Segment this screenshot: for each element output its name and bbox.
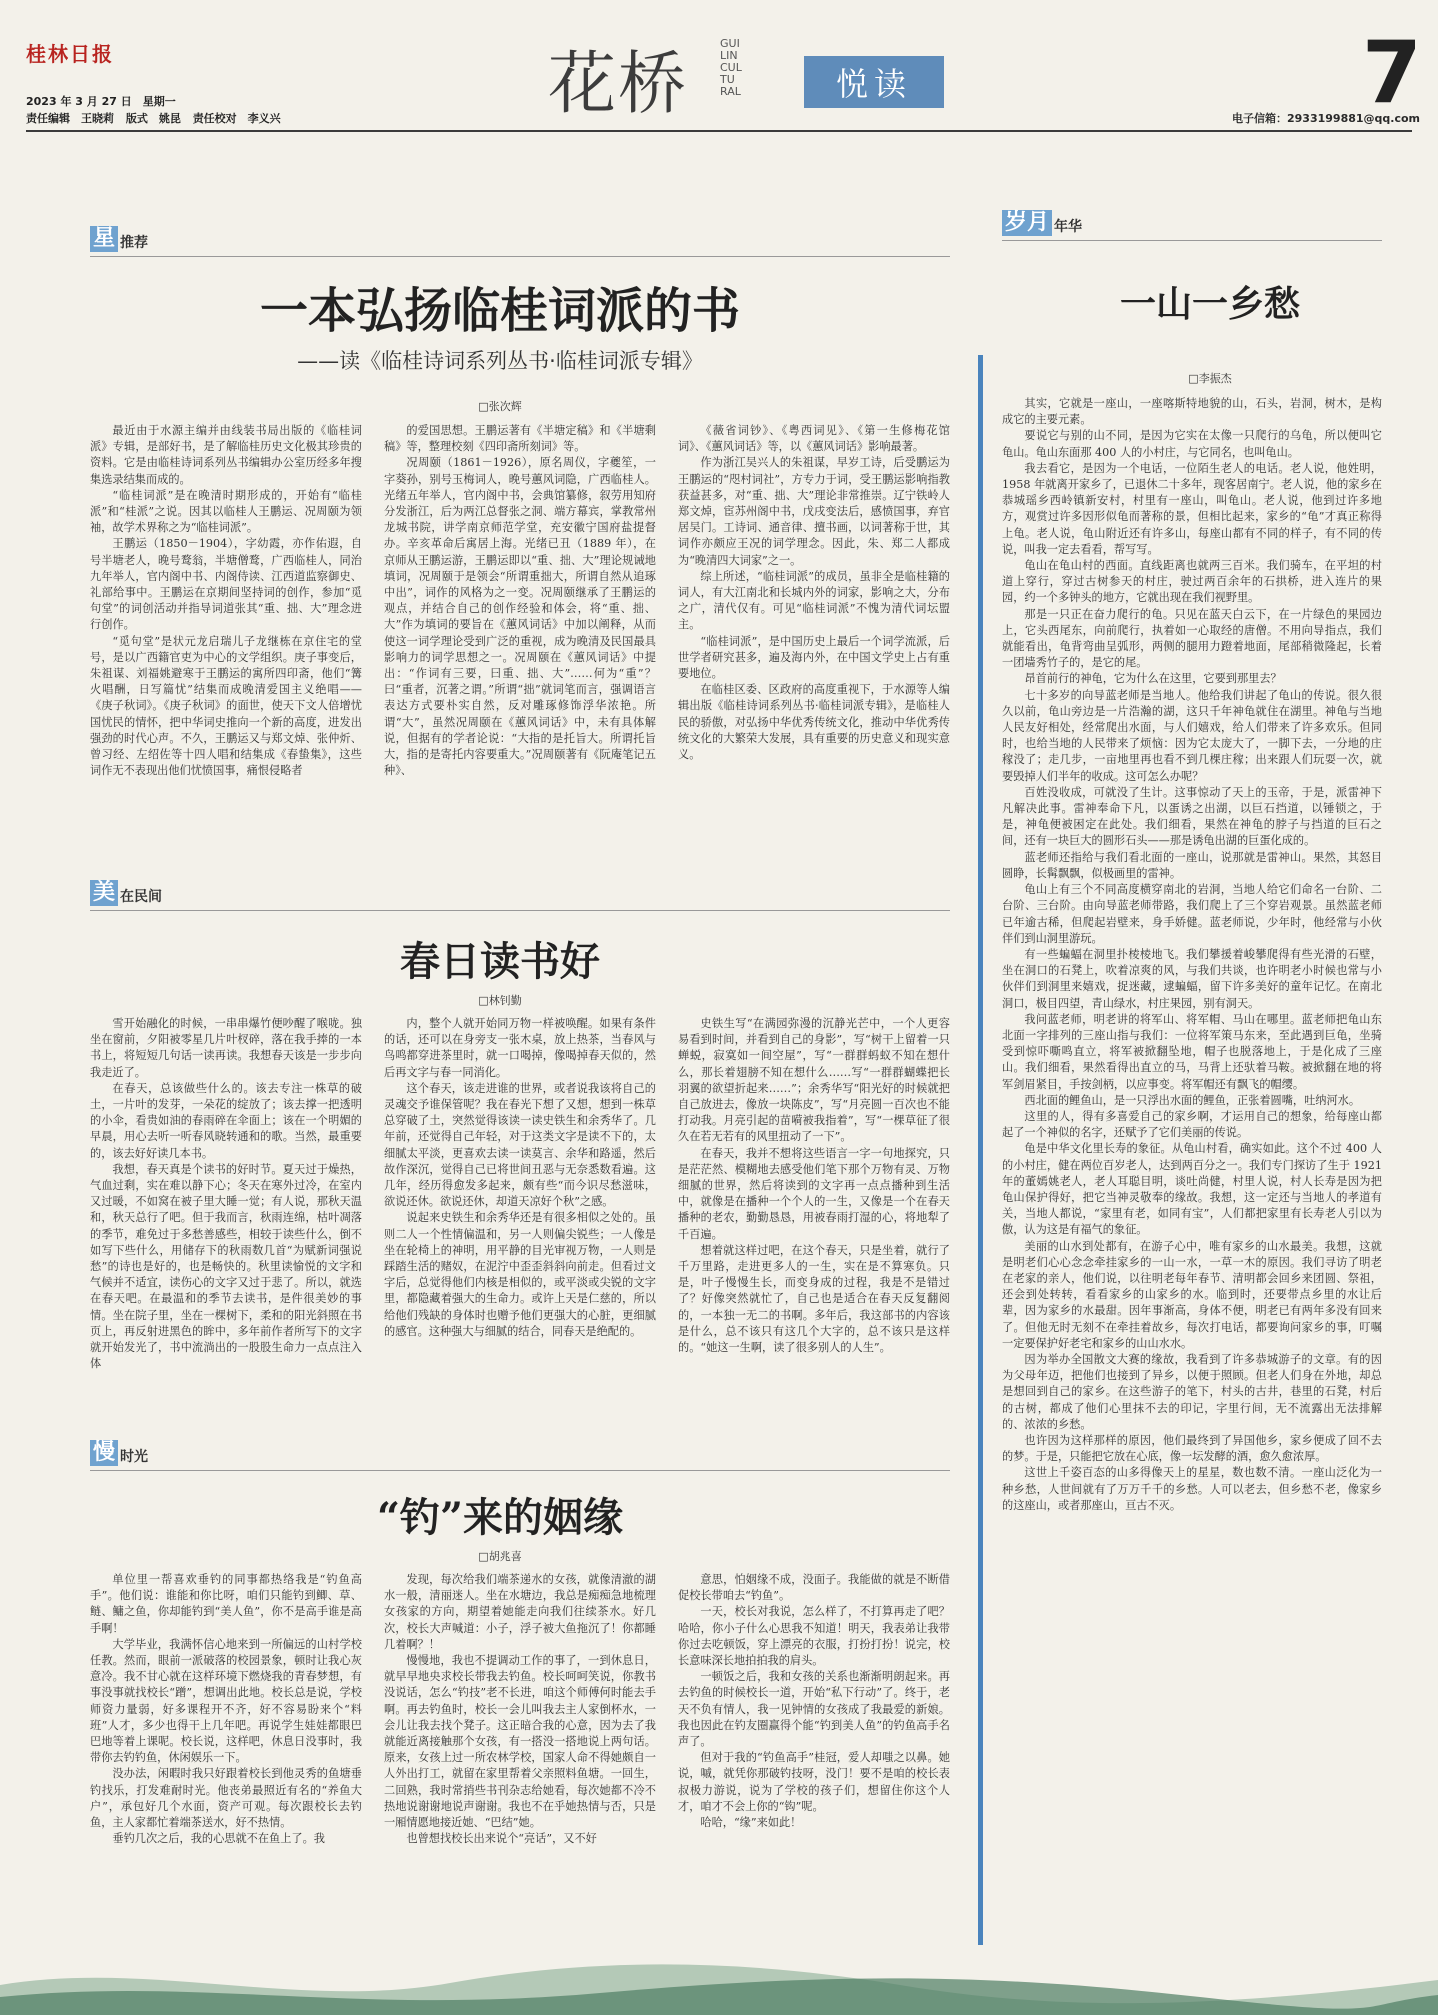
editor: 责任编辑 王晓莉	[26, 112, 114, 125]
column-title-en: GUILIN CULTURAL	[720, 37, 742, 98]
newspaper-logo: 桂林日报	[26, 42, 114, 66]
contact-email: 电子信箱：2933199881@qq.com	[1232, 112, 1421, 125]
paragraph: 综上所述，“临桂词派”的成员，虽非全是临桂籍的词人，有大江南北和长城内外的词家，影响之大，分布之广，清代仅有。可见“临桂词派”不愧为清代词坛盟主。	[678, 569, 950, 632]
article-title: “钓”来的姻缘	[376, 1494, 623, 1541]
paragraph: 因为举办全国散文大赛的缘故，我看到了许多恭城游子的文章。有的因为父母年迈，把他们也接到了异乡，以便于照顾。但老人们身在外地，却总是想回到自己的家乡。在这些游子的笔下，村头的古井，巷里的石凳，村后的古树，都成了他们心里抹不去的印记，字里行间，无不流露出无法排解的、浓浓的乡愁。	[1002, 1352, 1382, 1431]
section-label-char: 岁月	[1002, 210, 1052, 236]
section-label-mei	[90, 880, 162, 906]
paragraph: 其实，它就是一座山，一座喀斯特地貌的山，石头，岩洞，树木，是构成它的主要元素。	[1002, 397, 1382, 427]
paragraph: 单位里一帮喜欢垂钓的同事都热络我是“钓鱼高手”。他们说：谁能和你比呀，咱们只能钓到鲫、草、鲢、鳙之鱼，你却能钓到“美人鱼”，你不是高手谁是高手啊！	[90, 1573, 362, 1635]
section-rule	[90, 256, 950, 257]
paragraph: 没办法，闲暇时我只好跟着校长到他灵秀的鱼塘垂钓找乐，打发难耐时光。他丧弟最照近有名的“养鱼大户”，承包好几个水面，资产可观。每次跟校长去钓鱼，主人家都忙着端茶送水，好不热情。	[90, 1767, 362, 1830]
article-author: □李振杰	[1188, 372, 1232, 385]
article-column	[678, 1016, 950, 1430]
paragraph: 这个春天，该走进谁的世界，或者说我该将自己的灵魂交予谁保管呢？我在春光下想了又想，想到一株草总穿破了土，突然觉得该读一读史铁生和余秀华了。几年前，还觉得自己年轻，对于这类文字是读不下的，太细腻太平淡，更喜欢去读一读莫言、余华和路遥，然后故作深沉，觉得自己已将世间丑恶与无奈悉数看遍。这几年，经历得愈发多起来，颇有些“而今识尽愁滋味，欲说还休。欲说还休，却道天凉好个秋”之感。	[384, 1081, 656, 1209]
column-divider	[978, 355, 983, 1945]
paragraph: 有一些蝙蝠在洞里扑棱棱地飞。我们攀援着峻攀爬得有些光滑的石壁，坐在洞口的石凳上，吹着凉爽的风，与我们共谈，也许明老小时候也常与小伙伴们到洞里来嬉戏，捉迷藏，逮蝙蝠，留下许多美好的童年记忆。在南北洞口，极目四望，青山绿水，村庄果园，别有洞天。	[1002, 947, 1382, 1010]
paragraph: 在春天，总该做些什么的。该去专注一株草的破土，一片叶的发芽，一朵花的绽放了；该去撑一把透明的小伞，看贵如油的春雨碎在伞面上；该在一个明媚的早晨，用心去听一听春风晓转通和的歌。当然，最重要的，该去好好读几本书。	[90, 1081, 362, 1160]
paragraph: “觅句堂”是状元龙启瑞儿子龙继栋在京住宅的堂号，是以广西籍官吏为中心的文学组织。庚子事变后，朱祖谋、刘福姚避寒于王鹏运的寓所四印斋，他们“篝火唱酬，日写篇忧”结集而成晚清爱国主义绝唱——《庚子秋词》。《庚子秋词》的面世，使天下文人倍增忧国忧民的情怀，把中华词史推向一个新的高度，进发出强劲的时代心声。不久，王鹏运又与郑文焯、张仲炘、曾习经、左绍佐等十四人唱和结集成《春蛰集》，这些词作无不表现出他们忧愤国事，痛恨侵略者	[90, 634, 362, 778]
article-column	[384, 423, 656, 823]
article-body	[90, 1016, 950, 1430]
paragraph: 况周颐（1861－1926），原名周仪，字夔笙，一字葵孙，别号玉梅词人，晚号蕙风词隐，广西临桂人。光绪五年举人，官内阁中书，会典馆纂修，叙劳用知府分发浙江，后为两江总督张之洞、端方幕宾，掌教常州龙城书院，讲学南京师范学堂，充安徽宁国府盐提督办。辛亥革命后寓居上海。光绪已丑（1889 年），在京师从王鹏运游，王鹏运即以“重、拙、大”理论规诫地填词，况周颐于是领会“所谓重拙大，所谓自然从追琢中出”，词作的风格为之一变。况周颐继承了王鹏运的观点，并结合自己的创作经验和体会，将“重、拙、大”作为填词的要旨在《蕙风词话》中加以阐释，从而使这一词学理论受到广泛的重视，成为晚清及民国最具影响力的词学思想之一。况周颐在《蕙风词话》中提出：“作词有三要，曰重、拙、大”……何为“重”？曰“重者，沉著之谓。”所谓“拙”就词笔而言，强调语言表达方式要朴实自然，反对雕琢修饰浮华浓艳。所谓“大”，虽然况周颐在《蕙风词话》中，未有具体解说，但据有的学者论说：“大指的是托旨大。所谓托旨大，指的是寄托内容要重大。”况周颐著有《阮庵笔记五种》、	[384, 456, 656, 778]
article-title: 一本弘扬临桂词派的书	[259, 283, 740, 339]
article-subtitle: ——读《临桂诗词系列丛书·临桂词派专辑》	[297, 349, 703, 373]
paragraph: 龟是中华文化里长寿的象征。从龟山村看，确实如此。这个不过 400 人的小村庄，健在两位百岁老人，达到两百分之一。我们专门探访了生于 1921 年的董嫣姚老人，老人耳聪目明，谈吐尚健，村里人说，村人长寿是因为把龟山保护得好，把它当神灵敬奉的缘故。我想，这一定还与当地人的孝道有关，当地人都说，“家里有老，如同有宝”，人们都把家里有长寿老人引以为傲，认为这是有福气的象征。	[1002, 1142, 1382, 1237]
decorative-wave-illustration	[0, 1955, 1438, 2015]
paragraph: 在春天，我并不想将这些语言一字一句地探究，只是茫茫然、模糊地去感受他们笔下那个万物有灵、万物细腻的世界，然后将读到的文字再一点点播种到生活中，就像是在播种一个个人的一生，又像是一个在春天播种的老农，勤勤恳恳，用被春雨打湿的心，将地犁了千百遍。	[678, 1146, 950, 1241]
paragraph: “临桂词派”，是中国历史上最后一个词学流派，后世学者研究甚多，遍及海内外，在中国文学史上占有重要地位。	[678, 634, 950, 681]
article-title: 春日读书好	[400, 938, 600, 985]
page-number: 7	[1362, 23, 1422, 123]
paragraph: 蓝老师还指给与我们看北面的一座山，说那就是雷神山。果然，其怒目圆睁，长髯飘飘，似极画里的雷神。	[1002, 850, 1382, 880]
section-label-char: 美	[90, 880, 118, 906]
paragraph: 发现，每次给我们端茶递水的女孩，就像清澈的湖水一般，清丽迷人。坐在水塘边，我总是痴痴急地梳理女孩家的方向，期望着她能走向我们往续茶水。好几次，校长大声喊道：小子，浮子被大鱼拖沉了！你都睡几着啊？！	[384, 1573, 656, 1651]
paragraph: 也曾想找校长出来说个“亮话”，又不好	[406, 1832, 597, 1846]
paragraph: 要说它与别的山不同，是因为它实在太像一只爬行的乌龟，所以便叫它龟山。龟山东面那 400 人的小村庄，与它同名，也叫龟山。	[1002, 429, 1382, 459]
section-rule	[1002, 240, 1382, 241]
article-column	[678, 423, 950, 823]
article-column	[678, 1572, 950, 1952]
paragraph: 想着就这样过吧，在这个春天，只是坐着，就行了千万里路，走进更多人的一生，实在是不算寒负。只是，叶子慢慢生长，而变身成的过程，我是不是错过了？好像突然就忙了，自己也是适合在春天反复翻阅的，一本独一无二的书啊。多年后，我这部书的内容该是什么，总不该只有这几个大字的，总不该只是这样的。“她这一生啊，读了很多别人的人生”。	[678, 1243, 950, 1355]
proofreader: 责任校对 李义兴	[192, 112, 281, 125]
paragraph: 《薇省词钞》、《粤西词见》、《第一生修梅花馆词》、《蕙风词话》等，以《蕙风词话》影响最著。	[678, 424, 950, 454]
paragraph: 内，整个人就开始同万物一样被唤醒。如果有条件的话，还可以在身旁支一张木桌，放上热茶，当春风与鸟鸣都穿进茶里时，就一口喝掉，像喝掉春天似的，然后再文字与春一同消化。	[384, 1017, 656, 1079]
paragraph: 最近由于水源主编并由线装书局出版的《临桂词派》专辑，是部好书，是了解临桂历史文化极其珍贵的资料。它是由临桂诗词系列丛书编辑办公室历经多年搜集选录结集而成的。	[90, 424, 362, 486]
section-label-text: 时光	[120, 1449, 149, 1465]
article-author: □张次辉	[478, 400, 522, 413]
paragraph: 西北面的鲤鱼山，是一只浮出水面的鲤鱼，正张着圆嘴，吐纳河水。	[1024, 1093, 1361, 1107]
paragraph: 王鹏运（1850－1904），字幼霞，亦作佑遐，自号半塘老人，晚号鹜翁，半塘僧鹜，广西临桂人，同治九年举人，官内阁中书、内阁侍读、江西道监察御史、礼部给事中。王鹏运在京期间坚持词的创作，参加“觅句堂”的词创活动并指导词道张其“重、拙、大”理念进行创作。	[90, 537, 362, 632]
article-body	[90, 423, 950, 823]
section-tab: 悦读	[804, 56, 944, 108]
paragraph: 一天，校长对我说，怎么样了，不打算再走了吧？哈哈，你小子什么心思我不知道！明天，我表弟让我带你过去吃顿饭，穿上漂亮的衣服，打扮打扮！说完，校长意味深长地拍拍我的肩头。	[678, 1605, 950, 1668]
section-label-char: 慢	[90, 1440, 118, 1466]
paragraph: 龟山在龟山村的西面。直线距离也就两三百米。我们骑车，在平坦的村道上穿行，穿过古树参天的村庄，驶过两百余年的石拱桥，进入连片的果园，约一个多钟头的地方，它就出现在我们视野里。	[1002, 559, 1382, 605]
paragraph: 昂首前行的神龟，它为什么在这里，它要到那里去？	[1024, 672, 1282, 686]
article-column	[384, 1572, 656, 1952]
paragraph: 但对于我的“钓鱼高手”桂冠，爱人却嗤之以鼻。她说，嘁，就凭你那破钓技呀，没门！要不是咱的校长表叔极力游说，说为了学校的孩子们，想留住你这个人才，咱才不会上你的“钩”呢。	[678, 1751, 950, 1813]
paragraph: 我想，春天真是个读书的好时节。夏天过于燥热，气血过剩，实在难以静下心；冬天在寒外过冷，在室内又过暖，不如窝在被子里大睡一觉；有人说，那秋天温和，秋天总行了吧。但于我而言，秋雨连绵，枯叶凋落的季节，难免过于多愁善感些，相较于读些什么，倒不如写下些什么，用储存下的秋雨数几首“为赋新词强说愁”的诗也是好的，也是畅快的。秋里读愉悦的文字和气候并不适宜，读伤心的文字又过于悲了。所以，就选在春天吧。在最温和的季节去读书，是件很美妙的事情。坐在院子里，坐在一棵树下，柔和的阳光斜照在书页上，再反射进黑色的眸中，多年前作者所写下的文字就开始发光了，书中流淌出的一股股生命力一点点注入体	[90, 1162, 362, 1371]
paragraph: 也许因为这样那样的原因，他们最终到了异国他乡，家乡便成了回不去的梦。于是，只能把它放在心底，像一坛发酵的酒，愈久愈浓厚。	[1002, 1434, 1382, 1464]
paragraph: 美丽的山水到处都有，在游子心中，唯有家乡的山水最美。我想，这就是明老们心心念念牵挂家乡的一山一水，一草一木的原因。我们寻访了明老在老家的亲人，他们说，以往明老每年春节、清明都会回乡来团圆、祭祖，还会到处转转，看看家乡的山家乡的水。临到时，还要带点乡里的水让后辈，因为家乡的水最甜。因年事渐高，身体不便，明老已有两年多没有回来了。但他无时无刻不在牵挂着故乡，每次打电话，都要询问家乡的事，叮嘱一定要保护好老宅和家乡的山山水水。	[1002, 1239, 1382, 1350]
paragraph: 雪开始融化的时候，一串串爆竹便吵醒了喉咙。独坐在窗前，夕阳被零星几片叶杈碎，落在我手捧的一本书上，将短短几句话一读再读。我想春天该是一步步向我走近了。	[90, 1017, 362, 1079]
paragraph: 大学毕业，我满怀信心地来到一所偏远的山村学校任教。然而，眼前一派破落的校园景象，顿时让我心灰意冷。我不甘心就在这样环境下燃烧我的青春梦想，有事没事就找校长“蹭”，想调出此地。校长总是说，学校师资力量弱，好多课程开不齐，好不容易盼来个“料班”人才，多少也得干上几年吧。再说学生娃娃都眼巴巴地等着上课呢。校长说，这样吧，休息日没事时，我带你去钓钓鱼，休闲娱乐一下。	[90, 1637, 362, 1765]
section-label-sui	[1002, 210, 1082, 236]
paragraph: 慢慢地，我也不提调动工作的事了，一到休息日，就早早地央求校长带我去钓鱼。校长呵呵笑说，你教书没说话，怎么“钓技”老不长进，咱这个师傅何时能去手啊。再去钓鱼时，校长一会儿叫我去主人家倒杯水，一会儿让我去找个凳子。这正暗合我的心意，因为去了我就能近离接触那个女孩，有一搭没一搭地说上两句话。原来，女孩上过一所农林学校，国家人命不得她颇自一人外出打工，就留在家里帮着父亲照料鱼塘。一回生，二回熟，我时常捎些书刊杂志给她看，每次她都不冷不热地说谢谢地说声谢谢。我也不在乎她热情与否，只是一厢情愿地接近她、“巴结”她。	[384, 1654, 656, 1830]
article-column	[90, 423, 362, 823]
header-rule	[26, 130, 1412, 132]
paragraph: 在临桂区委、区政府的高度重视下，于水源等人编辑出版《临桂诗词系列丛书·临桂词派专辑》，是临桂人民的骄傲，对弘扬中华优秀传统文化，推动中华优秀传统文化的大繁荣大发展，具有重要的历史意义和现实意义。	[678, 683, 950, 762]
paragraph: 史铁生写“在满园弥漫的沉静光芒中，一个人更容易看到时间，并看到自己的身影”，写“树干上留着一只蝉蜕，寂寞如一间空屋”，写“一群群蚂蚁不知在想什么，那长着翅膀不知在想什么……写“一群群蝴蝶把长羽翼的欲望折起来……”；余秀华写“阳光好的时候就把自己放进去，像放一块陈皮”，写“月亮圆一百次也不能打动我。月亮引起的苗嗬被我指着”，写“一棵草征了很久在若无若有的风里扭动了一下”。	[678, 1017, 950, 1144]
paragraph: 作为浙江吴兴人的朱祖谋，早岁工诗，后受鹏运为王鹏运的“咫村词社”，方专力于词，受王鹏运影响指教获益甚多，对“重、拙、大”理论非常推崇。辽宁铁岭人郑文焯，宦苏州阁中书，戊戌变法后，感愤国事，弃官居吴门。工诗词、通音律、擅书画，以词著称于世，其词作亦颇应王况的词学理念。因此，朱、郑二人都成为“晚清四大词家”之一。	[678, 456, 950, 567]
section-label-char: 星	[90, 226, 118, 252]
section-label-text: 年华	[1054, 219, 1083, 235]
paragraph: 这世上千姿百态的山多得像天上的星星，数也数不清。一座山泛化为一种乡愁，人世间就有了万万千千的乡愁。人可以老去，但乡愁不老，像家乡的这座山，或者那座山，亘古不灭。	[1002, 1466, 1382, 1512]
section-rule	[90, 910, 950, 911]
editors-line	[26, 110, 289, 127]
layout-editor: 版式 姚昆	[125, 112, 181, 125]
section-rule	[90, 1470, 950, 1471]
column-title: 花桥	[548, 45, 689, 124]
paragraph: 意思，怕姻缘不成，没面子。我能做的就是不断借促校长带咱去“钓鱼”。	[678, 1573, 950, 1603]
paragraph: 哈哈，“缘”来如此！	[700, 1816, 802, 1830]
issue-date: 2023 年 3 月 27 日 星期一	[26, 95, 176, 108]
paragraph: 我问蓝老师，明老讲的将军山、将军帽、马山在哪里。蓝老师把龟山东北面一字排列的三座山指与我们：一位将军策马东来，至此遇到巨龟，坐骑受到惊吓嘶鸣直立，将军被掀翻坠地，帽子也脱落地上，于是化成了三座山。我们细看，果然看得出直立的马，马背上还驮着马鞍。被掀翻在地的将军剑眉紧目，手按剑柄，以应事变。将军帽还有飘飞的帽缨。	[1002, 1012, 1382, 1091]
article-author: □胡兆喜	[478, 1550, 522, 1563]
paragraph: 龟山上有三个不同高度横穿南北的岩洞，当地人给它们命名一台阶、二台阶、三台阶。由向导蓝老师带路，我们爬上了三个穿岩观景。虽然蓝老师已年逾古稀，但爬起岩壁来，身手娇健。蓝老师说，少年时，他经常与小伙伴们到山洞里游玩。	[1002, 883, 1382, 945]
paragraph: 那是一只正在奋力爬行的龟。只见在蓝天白云下，在一片绿色的果园边上，它头西尾东，向前爬行，执着如一心取经的唐僧。不用向导指点，我们就能看出，龟背弯曲呈弧形，两侧的腿用力蹬着地面，尾部稍微隆起，长着一团墙秀竹子的，是它的尾。	[1002, 607, 1382, 670]
paragraph: 的爱国思想。王鹏运著有《半塘定稿》和《半塘剩稿》等，整理校刻《四印斋所刻词》等。	[384, 424, 656, 454]
paragraph: 这里的人，得有多喜爱自己的家乡啊，才运用自己的想象，给每座山都起了一个神似的名字，还赋予了它们美丽的传说。	[1002, 1109, 1382, 1140]
paragraph: 我去看它，是因为一个电话，一位陌生老人的电话。老人说，他姓明，1958 年就离开家乡了，已退休二十多年，现客居南宁。老人说，他的家乡在恭城瑶乡西岭镇新安村，村里有一座山，叫龟山。老人说，他到过许多地方，观赏过许多因形似龟而著称的景，但相比起来，家乡的“龟”才真正称得上龟。老人说，龟山附近还有许多山，每座山都有不同的样子，有不同的传说，叫我一定去看看，帮写写。	[1002, 461, 1382, 556]
section-label-xing	[90, 226, 148, 252]
paragraph: 说起来史铁生和余秀华还是有很多相似之处的。虽则二人一个性情偏温和，另一人则偏尖锐些；一人像是坐在轮椅上的神明，用平静的目光审视万物，一人则是踩踏生活的赌奴，在泥泞中歪歪斜斜向前走。但看过文字后，总觉得他们内核是相似的，或平淡或尖锐的文字里，都隐藏着强大的生命力。或许上天是仁慈的，所以给他们残缺的身体时也赠予他们更强大的心脏，更细腻的感官。这种强大与细腻的结合，同春天是绝配的。	[384, 1211, 656, 1338]
paragraph: 七十多岁的向导蓝老师是当地人。他给我们讲起了龟山的传说。很久很久以前，龟山旁边是一片浩瀚的湖，这只千年神龟就住在湖里。神龟与当地人民友好相处，经常爬出水面，与人们嬉戏，给人们带来了许多欢乐。但同时，也给当地的人民带来了烦恼：因为它太庞大了，一脚下去，一分地的庄稼没了；走几步，一亩地里再也看不到几棵庄稼；出来跟人们玩耍一次，就要毁掉人们半年的收成。这可怎么办呢？	[1002, 688, 1382, 783]
article-title: 一山一乡愁	[1119, 283, 1300, 325]
article-author: □林钊勤	[478, 994, 522, 1007]
paragraph: 一顿饭之后，我和女孩的关系也渐渐明朗起来。再去钓鱼的时候校长一道，开始“私下行动”了。终于，老天不负有情人，我一见钟情的女孩成了我最爱的新娘。我也因此在钓友圈赢得个能“钓到美人鱼”的钓鱼高手名声了。	[678, 1670, 950, 1749]
paragraph: 垂钓几次之后，我的心思就不在鱼上了。我	[112, 1832, 325, 1846]
issue-meta	[26, 93, 289, 127]
section-label-man	[90, 1440, 148, 1466]
section-label-text: 在民间	[120, 889, 163, 905]
article-column	[90, 1016, 362, 1430]
section-label-text: 推荐	[120, 235, 149, 251]
paragraph: “临桂词派”是在晚清时期形成的，开始有“临桂派”和“桂派”之说。因其以临桂人王鹏运、况周颐为领袖，故学术界称之为“临桂词派”。	[90, 488, 362, 535]
paragraph: 百姓没收成，可就没了生计。这事惊动了天上的玉帝，于是，派雷神下凡解决此事。雷神奉命下凡，以蛋诱之出湖，以巨石挡道，以锤锁之，于是，神龟便被困定在此处。我们细看，果然在神龟的脖子与挡道的巨石之间，还有一块巨大的圆形石头——那是诱龟出湖的巨蛋化成的。	[1002, 785, 1382, 848]
article-body	[90, 1572, 950, 1952]
article-column	[384, 1016, 656, 1430]
article-body	[1002, 396, 1382, 1946]
article-column	[90, 1572, 362, 1952]
